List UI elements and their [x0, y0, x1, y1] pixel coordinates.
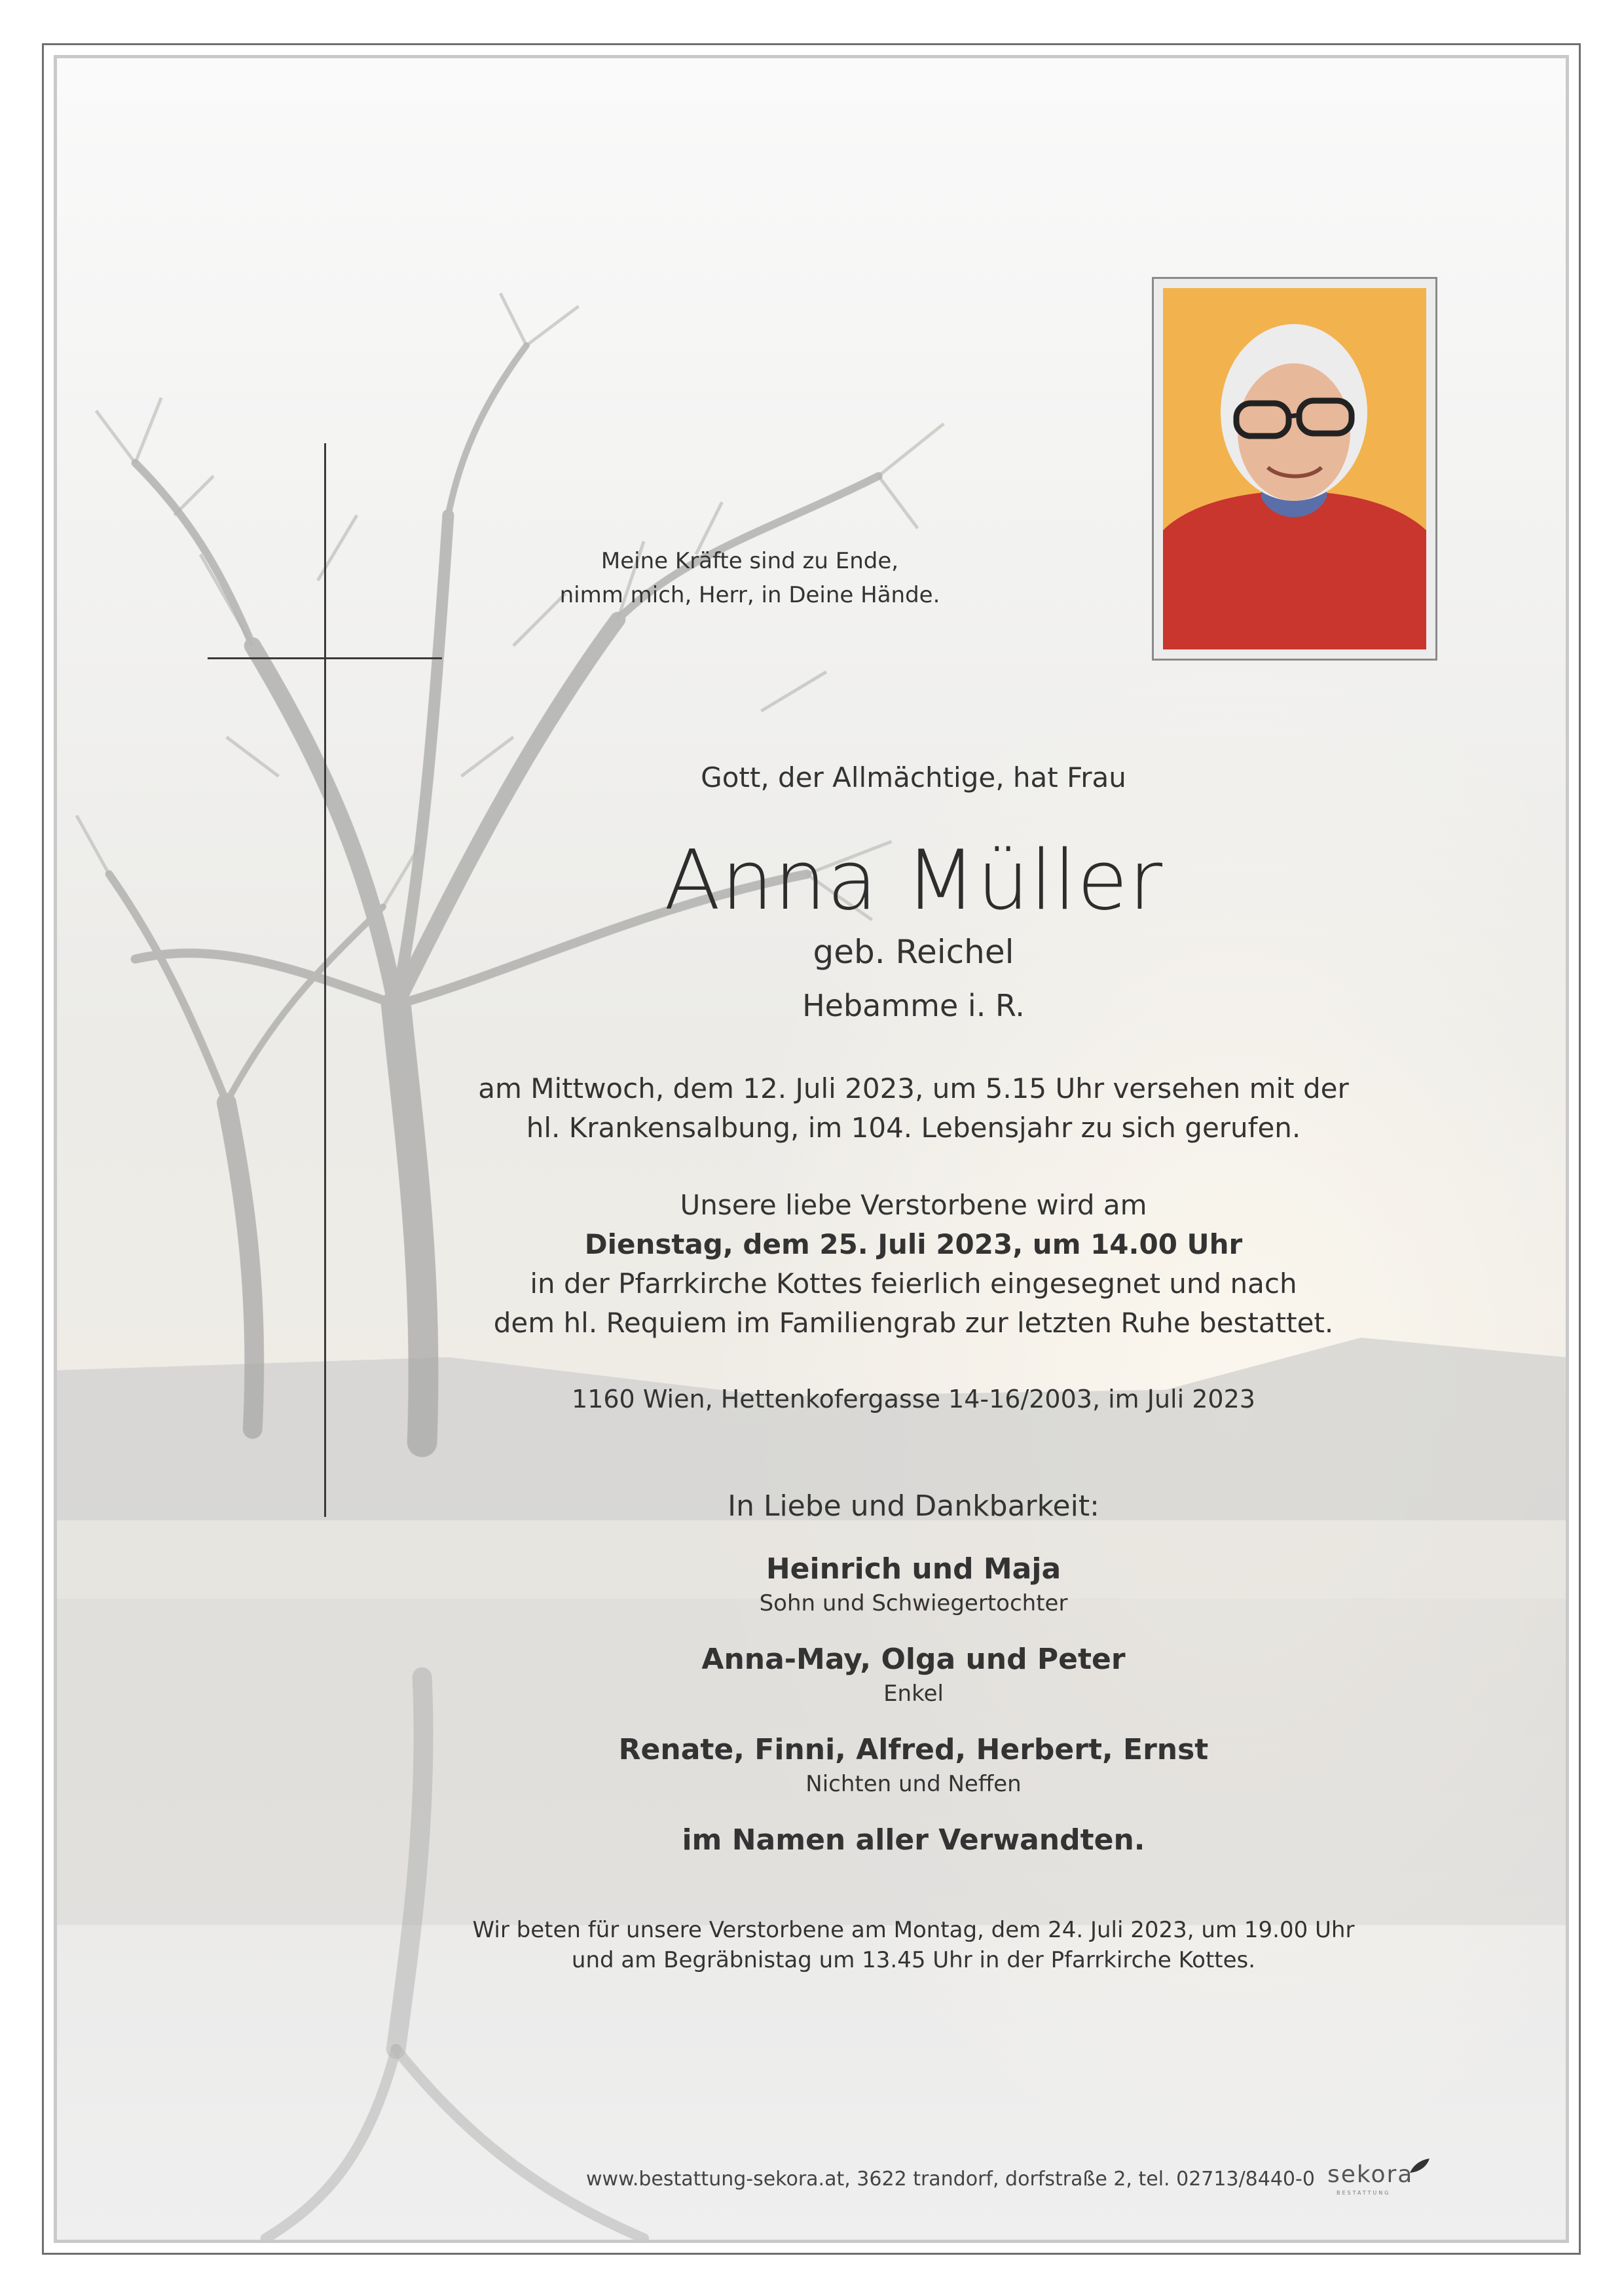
mourner-relation: Enkel: [883, 1681, 944, 1707]
death-notice: [422, 1069, 1405, 1148]
intro-text: Gott, der Allmächtige, hat Frau: [701, 761, 1126, 793]
funeral-notice: [422, 1186, 1405, 1343]
maiden-name: geb. Reichel: [813, 933, 1014, 971]
portrait-photo: [1163, 288, 1426, 649]
leaf-icon: [1409, 2157, 1431, 2176]
funeral-date: [422, 1225, 1405, 1264]
mourner-relation: Nichten und Neffen: [805, 1771, 1022, 1797]
logo-subtext: BESTATTUNG: [1337, 2190, 1391, 2196]
death-line-1: am Mittwoch, dem 12. Juli 2023, um 5.15 Uhr versehen mit der: [478, 1072, 1349, 1104]
verse-line-1: Meine Kräfte sind zu Ende,: [600, 548, 899, 574]
funeral-date-bold: Dienstag, dem 25. Juli 2023, um 14.00 Uhr: [584, 1228, 1243, 1260]
mourner-relation: Sohn und Schwiegertochter: [759, 1590, 1068, 1616]
mourner-names: Renate, Finni, Alfred, Herbert, Ernst: [618, 1733, 1209, 1766]
verse: [514, 544, 986, 612]
sekora-logo: [1327, 2161, 1432, 2200]
deceased-name: Anna Müller: [663, 832, 1164, 928]
funeral-line-4: dem hl. Requiem im Familiengrab zur letzten Ruhe bestattet.: [493, 1307, 1334, 1339]
funeral-line-3: in der Pfarrkirche Kottes feierlich eingesegnet und nach: [530, 1267, 1297, 1300]
prayer-notice: [422, 1915, 1405, 1975]
profession: Hebamme i. R.: [802, 988, 1025, 1023]
prayer-line-1: Wir beten für unsere Verstorbene am Montag, dem 24. Juli 2023, um 19.00 Uhr: [472, 1917, 1355, 1943]
cross-icon-crossbar: [208, 657, 442, 659]
prayer-line-2: und am Begräbnistag um 13.45 Uhr in der Pfarrkirche Kottes.: [571, 1947, 1256, 1973]
cross-icon: [324, 443, 326, 1517]
address-line: 1160 Wien, Hettenkofergasse 14-16/2003, im Juli 2023: [572, 1385, 1255, 1413]
funeral-line-1: Unsere liebe Verstorbene wird am: [680, 1189, 1147, 1221]
closing-line: im Namen aller Verwandten.: [682, 1823, 1145, 1857]
verse-line-2: nimm mich, Herr, in Deine Hände.: [559, 582, 940, 608]
logo-text: sekora: [1327, 2161, 1414, 2188]
portrait-frame: [1152, 277, 1437, 661]
footer-contact: www.bestattung-sekora.at, 3622 trandorf, dorfstraße 2, tel. 02713/8440-0: [586, 2168, 1315, 2191]
death-line-2: hl. Krankensalbung, im 104. Lebensjahr zu sich gerufen.: [526, 1112, 1301, 1144]
card-background: [54, 55, 1569, 2243]
mourner-names: Anna-May, Olga und Peter: [701, 1643, 1126, 1676]
gratitude-heading: In Liebe und Dankbarkeit:: [728, 1489, 1099, 1523]
mourner-names: Heinrich und Maja: [766, 1552, 1061, 1586]
